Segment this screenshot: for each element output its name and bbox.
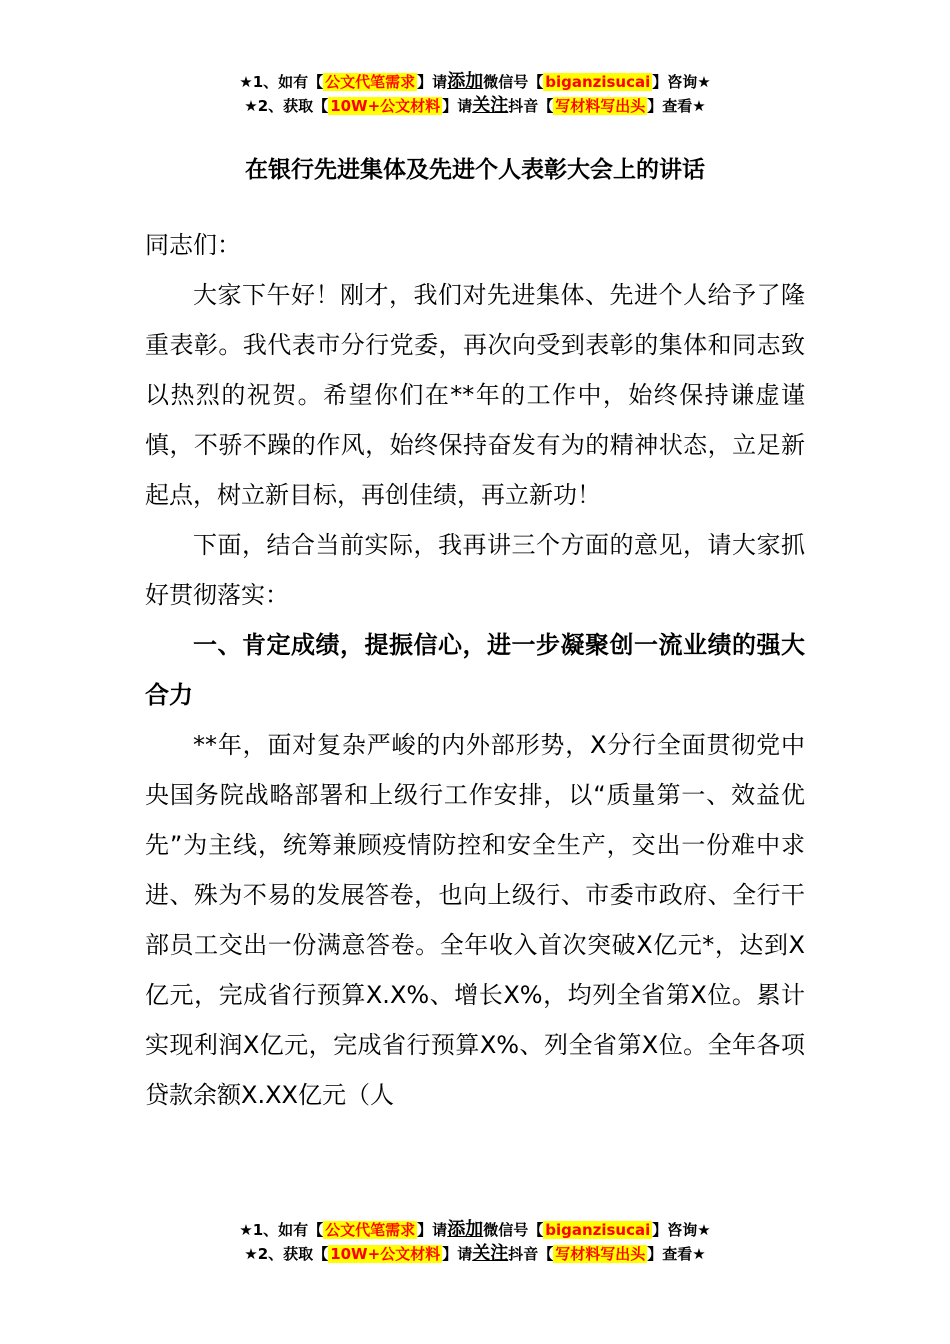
banner-line-2 <box>0 94 950 118</box>
banner-highlight: 公文代笔需求 <box>325 73 416 91</box>
paragraph-1: 大家下午好！刚才，我们对先进集体、先进个人给予了隆重表彰。我代表市分行党委，再次向受到表彰的集体和同志致以热烈的祝贺。希望你们在**年的工作中，始终保持谦虚谨慎，不骄不躁的作风，始终保持奋发有为的精神状态，立足新起点，树立新目标，再创佳绩，再立新功！ <box>145 281 805 509</box>
header-banner <box>0 70 950 118</box>
banner-text: ★1、如有【 <box>239 1221 324 1239</box>
footer-banner <box>0 1218 950 1266</box>
banner-text: 】请 <box>442 1245 473 1263</box>
banner-text: 】请 <box>442 97 473 115</box>
section-heading-1: 一、肯定成绩，提振信心，进一步凝聚创一流业绩的强大合力 <box>145 631 805 709</box>
banner-highlight: biganzisucai <box>545 73 651 91</box>
banner-underline: 关注 <box>472 95 509 116</box>
banner-text: 微信号【 <box>483 1221 544 1239</box>
banner-text: ★2、获取【 <box>244 97 329 115</box>
banner-highlight: 写材料写出头 <box>555 97 646 115</box>
banner-line-1 <box>0 70 950 94</box>
banner-text: 微信号【 <box>483 73 544 91</box>
banner-text: 抖音【 <box>508 97 554 115</box>
banner-text: 】查看★ <box>647 97 706 115</box>
banner-highlight: 公文代笔需求 <box>325 1221 416 1239</box>
banner-text: 】咨询★ <box>652 73 711 91</box>
banner-highlight: 10W+公文材料 <box>330 1245 441 1263</box>
banner-highlight: biganzisucai <box>545 1221 651 1239</box>
banner-underline: 关注 <box>472 1243 509 1264</box>
document-title: 在银行先进集体及先进个人表彰大会上的讲话 <box>245 157 705 183</box>
banner-line-2 <box>0 1242 950 1266</box>
banner-highlight: 写材料写出头 <box>555 1245 646 1263</box>
banner-text: 】咨询★ <box>652 1221 711 1239</box>
banner-text: 】请 <box>417 73 448 91</box>
banner-text: ★2、获取【 <box>244 1245 329 1263</box>
paragraph-2: 下面，结合当前实际，我再讲三个方面的意见，请大家抓好贯彻落实： <box>145 531 805 609</box>
banner-text: 】请 <box>417 1221 448 1239</box>
banner-underline: 添加 <box>447 71 484 92</box>
banner-text: 】查看★ <box>647 1245 706 1263</box>
document-body <box>145 220 805 1120</box>
banner-text: 抖音【 <box>508 1245 554 1263</box>
banner-highlight: 10W+公文材料 <box>330 97 441 115</box>
banner-text: ★1、如有【 <box>239 73 324 91</box>
paragraph-3: **年，面对复杂严峻的内外部形势，X分行全面贯彻党中央国务院战略部署和上级行工作安排，以“质量第一、效益优先”为主线，统筹兼顾疫情防控和安全生产，交出一份难中求进、殊为不易的发展答卷，也向上级行、市委市政府、全行干部员工交出一份满意答卷。全年收入首次突破X亿元*，达到X亿元，完成省行预算X.X%、增长X%，均列全省第X位。累计实现利润X亿元，完成省行预算X%、列全省第X位。全年各项贷款余额X.XX亿元（人 <box>145 731 805 1109</box>
salutation: 同志们： <box>145 231 241 259</box>
banner-line-1 <box>0 1218 950 1242</box>
banner-underline: 添加 <box>447 1219 484 1240</box>
